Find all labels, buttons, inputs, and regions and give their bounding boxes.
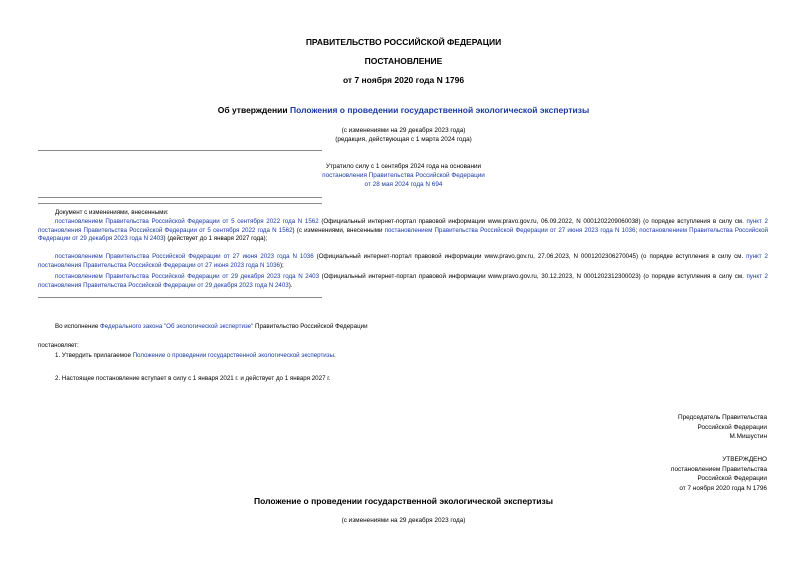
repeal-note: Утратило силу с 1 сентября 2024 года на основании [325,163,482,170]
approved-line-2: постановлением Правительства [671,465,767,473]
approved-line-4: от 7 ноября 2020 года N 1796 [679,484,767,492]
amendment-item-2: постановлением Правительства Российской Федерации от 27 июня 2023 года N 1036 (Официальный интернет-портал правовой информации www.pravo.gov.ru, 27.06.2023, N 0001202306270045) (о порядке вступления в силу см. пункт 2 постановления Правительства Российской Федерации от 27 июня 2023 года N 1036); [38,253,768,269]
repeal-link-2[interactable]: от 28 мая 2024 года N 694 [364,181,443,188]
document-title [0,105,807,115]
signature-line-2: Российской Федерации [697,423,767,431]
amendment-link[interactable]: постановлением Правительства Российской Федерации от 27 июня 2023 года N 1036 [384,226,636,234]
amendment-link[interactable]: пункт 2 постановления Правительства Российской Федерации от 29 декабря 2023 года N 2403 [38,273,768,289]
divider-line [38,197,322,198]
repeal-link-1[interactable]: постановления Правительства Российской Федерации [322,172,485,179]
approved-block [671,455,767,493]
amendment-link[interactable]: постановлением Правительства Российской Федерации от 29 декабря 2023 года N 2403 [38,226,768,243]
title-link[interactable]: Положения о проведении государственной экологической экспертизы [289,105,590,115]
amendment-link[interactable]: пункт 2 постановления Правительства Российской Федерации от 27 июня 2023 года N 1036 [38,253,768,269]
point-1: 1. Утвердить прилагаемое Положение о проведении государственной экологической экспертизы. [55,352,336,359]
signature-line-1: Председатель Правительства [678,414,767,421]
amendment-item-1: постановлением Правительства Российской Федерации от 5 сентября 2022 года N 1562 (Официальный интернет-портал правовой информации www.pravo.gov.ru, 06.09.2022, N 0001202209060038) (о порядке вступления в силу см. пункт 2 постановления Правительства Российской Федерации от 5 сентября 2022 года N 1562) (с изменениями, внесенными постановлением Правительства Российской Федерации от 27 июня 2023 года N 1036; постановлением Правительства Российской Федерации от 29 декабря 2023 года N 2403) (действует до 1 января 2027 года); [38,218,768,243]
title-prefix: Об утверждении [217,105,290,115]
date-number-heading: от 7 ноября 2020 года N 1796 [342,75,465,85]
decrees-word: постановляет: [38,342,79,349]
amendments-intro: Документ с изменениями, внесенными: [55,209,169,216]
doc-type-heading: ПОСТАНОВЛЕНИЕ [364,56,443,66]
approved-line-3: Российской Федерации [697,475,767,482]
amendment-link[interactable]: постановлением Правительства Российской Федерации от 27 июня 2023 года N 1036 [55,253,314,260]
edition-redaction: (редакция, действующая с 1 марта 2024 года) [335,136,472,143]
regulation-link[interactable]: Положение о проведении государственной экологической экспертизы [132,352,335,359]
federal-law-link[interactable]: Федерального закона "Об экологической экспертизе" [100,323,254,330]
basis-paragraph: Во исполнение Федерального закона "Об экологической экспертизе" Правительство Российской Федерации [55,323,368,330]
amendment-item-3: постановлением Правительства Российской Федерации от 29 декабря 2023 года N 2403 (Официальный интернет-портал правовой информации www.pravo.gov.ru, 30.12.2023, N 0001202312300023) (о порядке вступления в силу см. пункт 2 постановления Правительства Российской Федерации от 29 декабря 2023 года N 2403). [38,273,768,289]
amendment-link[interactable]: пункт 2 постановления Правительства Российской Федерации от 5 сентября 2022 года N 1562 [38,218,768,234]
regulation-title: Положение о проведении государственной экологической экспертизы [253,496,553,506]
signature-line-3: М.Мишустин [729,433,767,440]
approved-line-1: УТВЕРЖДЕНО [722,456,767,463]
divider-line [38,150,322,151]
signature-block [678,413,767,442]
regulation-changes: (с изменениями на 29 декабря 2023 года) [341,517,466,524]
divider-line [38,297,322,298]
government-heading: ПРАВИТЕЛЬСТВО РОССИЙСКОЙ ФЕДЕРАЦИИ [305,37,502,47]
amendment-link[interactable]: постановлением Правительства Российской Федерации от 29 декабря 2023 года N 2403 [55,273,320,280]
amendment-link[interactable]: постановлением Правительства Российской Федерации от 5 сентября 2022 года N 1562 [55,218,319,225]
divider-line [38,203,322,204]
point-2: 2. Настоящее постановление вступает в силу с 1 января 2021 г. и действует до 1 января 2027 г. [55,375,331,382]
edition-changes: (с изменениями на 29 декабря 2023 года) [341,127,466,134]
